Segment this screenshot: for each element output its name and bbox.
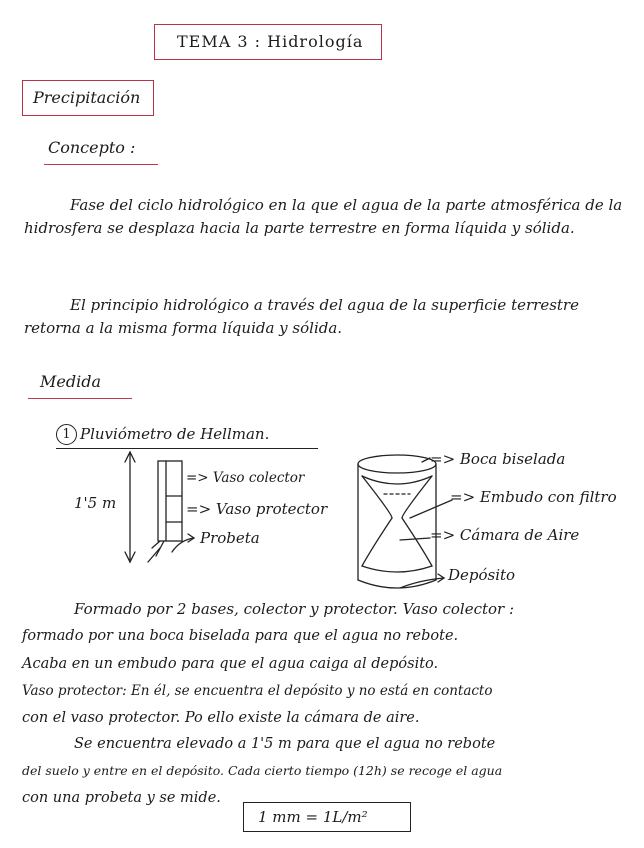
body-line-1: Formado por 2 bases, colector y protector. Vaso colector : [74,600,515,618]
label-probeta: Probeta [200,529,260,547]
height-label: 1'5 m [74,494,117,512]
funnel-left [362,476,392,518]
label-embudo-filtro: => Embudo con filtro [450,488,617,506]
chamber-left [362,518,392,566]
label-deposito: Depósito [448,566,516,584]
body-line-4: Vaso protector: En él, se encuentra el depósito y no está en contacto [22,683,493,699]
label-vaso-protector: => Vaso protector [186,500,328,518]
pluviometer-stand-base [148,548,160,562]
concept-paragraph-1: Fase del ciclo hidrológico en la que el agua de la parte atmosférica de la hidrosfera se desplaza hacia la parte terrestre en forma líquida y sólida. [24,196,623,237]
body-line-5: con el vaso protector. Po ello existe la cámara de aire. [22,710,420,726]
pointer-deposito [400,578,444,588]
cylinder-top [358,455,436,473]
body-line-7: del suelo y entre en el depósito. Cada cierto tiempo (12h) se recoge el agua [22,763,503,778]
formula-text: 1 mm = 1L/m² [258,808,368,826]
funnel-rim [362,476,432,484]
chamber-right [402,518,432,566]
section-heading-text: Precipitación [33,88,141,107]
body-line-6: Se encuentra elevado a 1'5 m para que el agua no rebote [74,736,496,752]
body-line-8: con una probeta y se mide. [22,790,221,806]
funnel-right [402,476,432,518]
measure-label-text: Medida [40,372,101,391]
label-boca-biselada: => Boca biselada [430,450,566,468]
deposit-top [362,566,432,572]
concept-paragraph-2: El principio hidrológico a través del agua de la superficie terrestre retorna a la misma forma líquida y sólida. [24,296,579,337]
instrument-number: 1 [62,427,71,442]
body-line-2: formado por una boca biselada para que el agua no rebote. [22,628,459,644]
pluviometer-body [158,461,182,541]
pluviometer-stand-left [152,541,160,548]
body-line-3: Acaba en un embudo para que el agua caiga al depósito. [22,656,439,672]
page-title-text: TEMA 3 : Hidrología [177,32,364,51]
formula-box [243,802,411,832]
concept-label-text: Concepto : [48,138,136,157]
pointer-embudo [410,500,452,518]
instrument-name: Pluviómetro de Hellman. [80,425,270,443]
label-vaso-colector: => Vaso colector [186,470,305,486]
label-camara-aire: => Cámara de Aire [430,526,580,544]
